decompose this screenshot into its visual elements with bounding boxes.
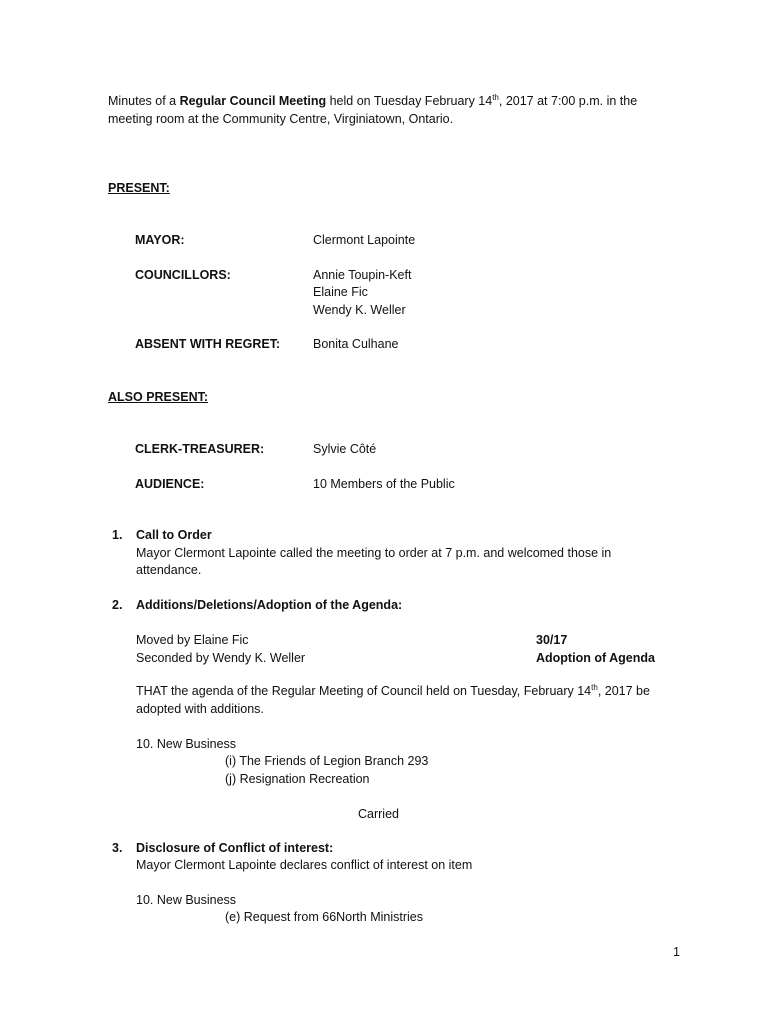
new-business-label: 10. New Business [136,893,237,907]
mayor-label: MAYOR: [135,233,185,247]
seconded-by: Seconded by Wendy K. Weller [136,651,306,665]
councillor-name: Wendy K. Weller [313,303,406,317]
intro-line-1 [108,93,637,111]
resolution-number: 30/17 [536,633,568,647]
new-business-label: 10. New Business [136,737,237,751]
carried-label: Carried [358,807,399,821]
date-suffix: th [591,682,598,692]
councillor-name: Annie Toupin-Keft [313,268,412,282]
intro-text: Minutes of a [108,94,180,108]
meeting-type: Regular Council Meeting [179,94,327,108]
councillors-label: COUNCILLORS: [135,268,231,282]
new-business-sub-item: (i) The Friends of Legion Branch 293 [225,754,429,768]
item-number: 3. [112,841,123,855]
item-text: Mayor Clermont Lapointe declares conflict of interest on item [136,858,473,872]
new-business-sub-item: (e) Request from 66North Ministries [225,910,423,924]
page-number: 1 [673,945,680,959]
date-suffix: th [492,92,499,102]
present-heading: PRESENT: [108,181,170,195]
resolution-text-line-2: adopted with additions. [136,702,264,716]
resolution-text: , 2017 be [597,684,650,698]
absent-label: ABSENT WITH REGRET: [135,337,281,351]
also-present-heading: ALSO PRESENT: [108,390,209,404]
item-text: Mayor Clermont Lapointe called the meeting to order at 7 p.m. and welcomed those in [136,546,612,560]
councillor-name: Elaine Fic [313,285,368,299]
mayor-name: Clermont Lapointe [313,233,416,247]
resolution-text-line-1 [136,683,650,701]
item-number: 1. [112,528,123,542]
absent-name: Bonita Culhane [313,337,399,351]
intro-time-text: , 2017 at 7:00 p.m. in the [498,94,638,108]
intro-date-text: held on Tuesday February 14 [326,94,493,108]
clerk-label: CLERK-TREASURER: [135,442,265,456]
resolution-text: THAT the agenda of the Regular Meeting of Council held on Tuesday, February 14 [136,684,592,698]
item-title: Disclosure of Conflict of interest: [136,841,334,855]
item-text: attendance. [136,563,202,577]
moved-by: Moved by Elaine Fic [136,633,249,647]
item-title: Additions/Deletions/Adoption of the Agenda: [136,598,403,612]
new-business-sub-item: (j) Resignation Recreation [225,772,370,786]
clerk-name: Sylvie Côté [313,442,377,456]
audience-value: 10 Members of the Public [313,477,455,491]
audience-label: AUDIENCE: [135,477,205,491]
intro-line-2: meeting room at the Community Centre, Virginiatown, Ontario. [108,112,454,126]
item-number: 2. [112,598,123,612]
resolution-title: Adoption of Agenda [536,651,655,665]
item-title: Call to Order [136,528,212,542]
